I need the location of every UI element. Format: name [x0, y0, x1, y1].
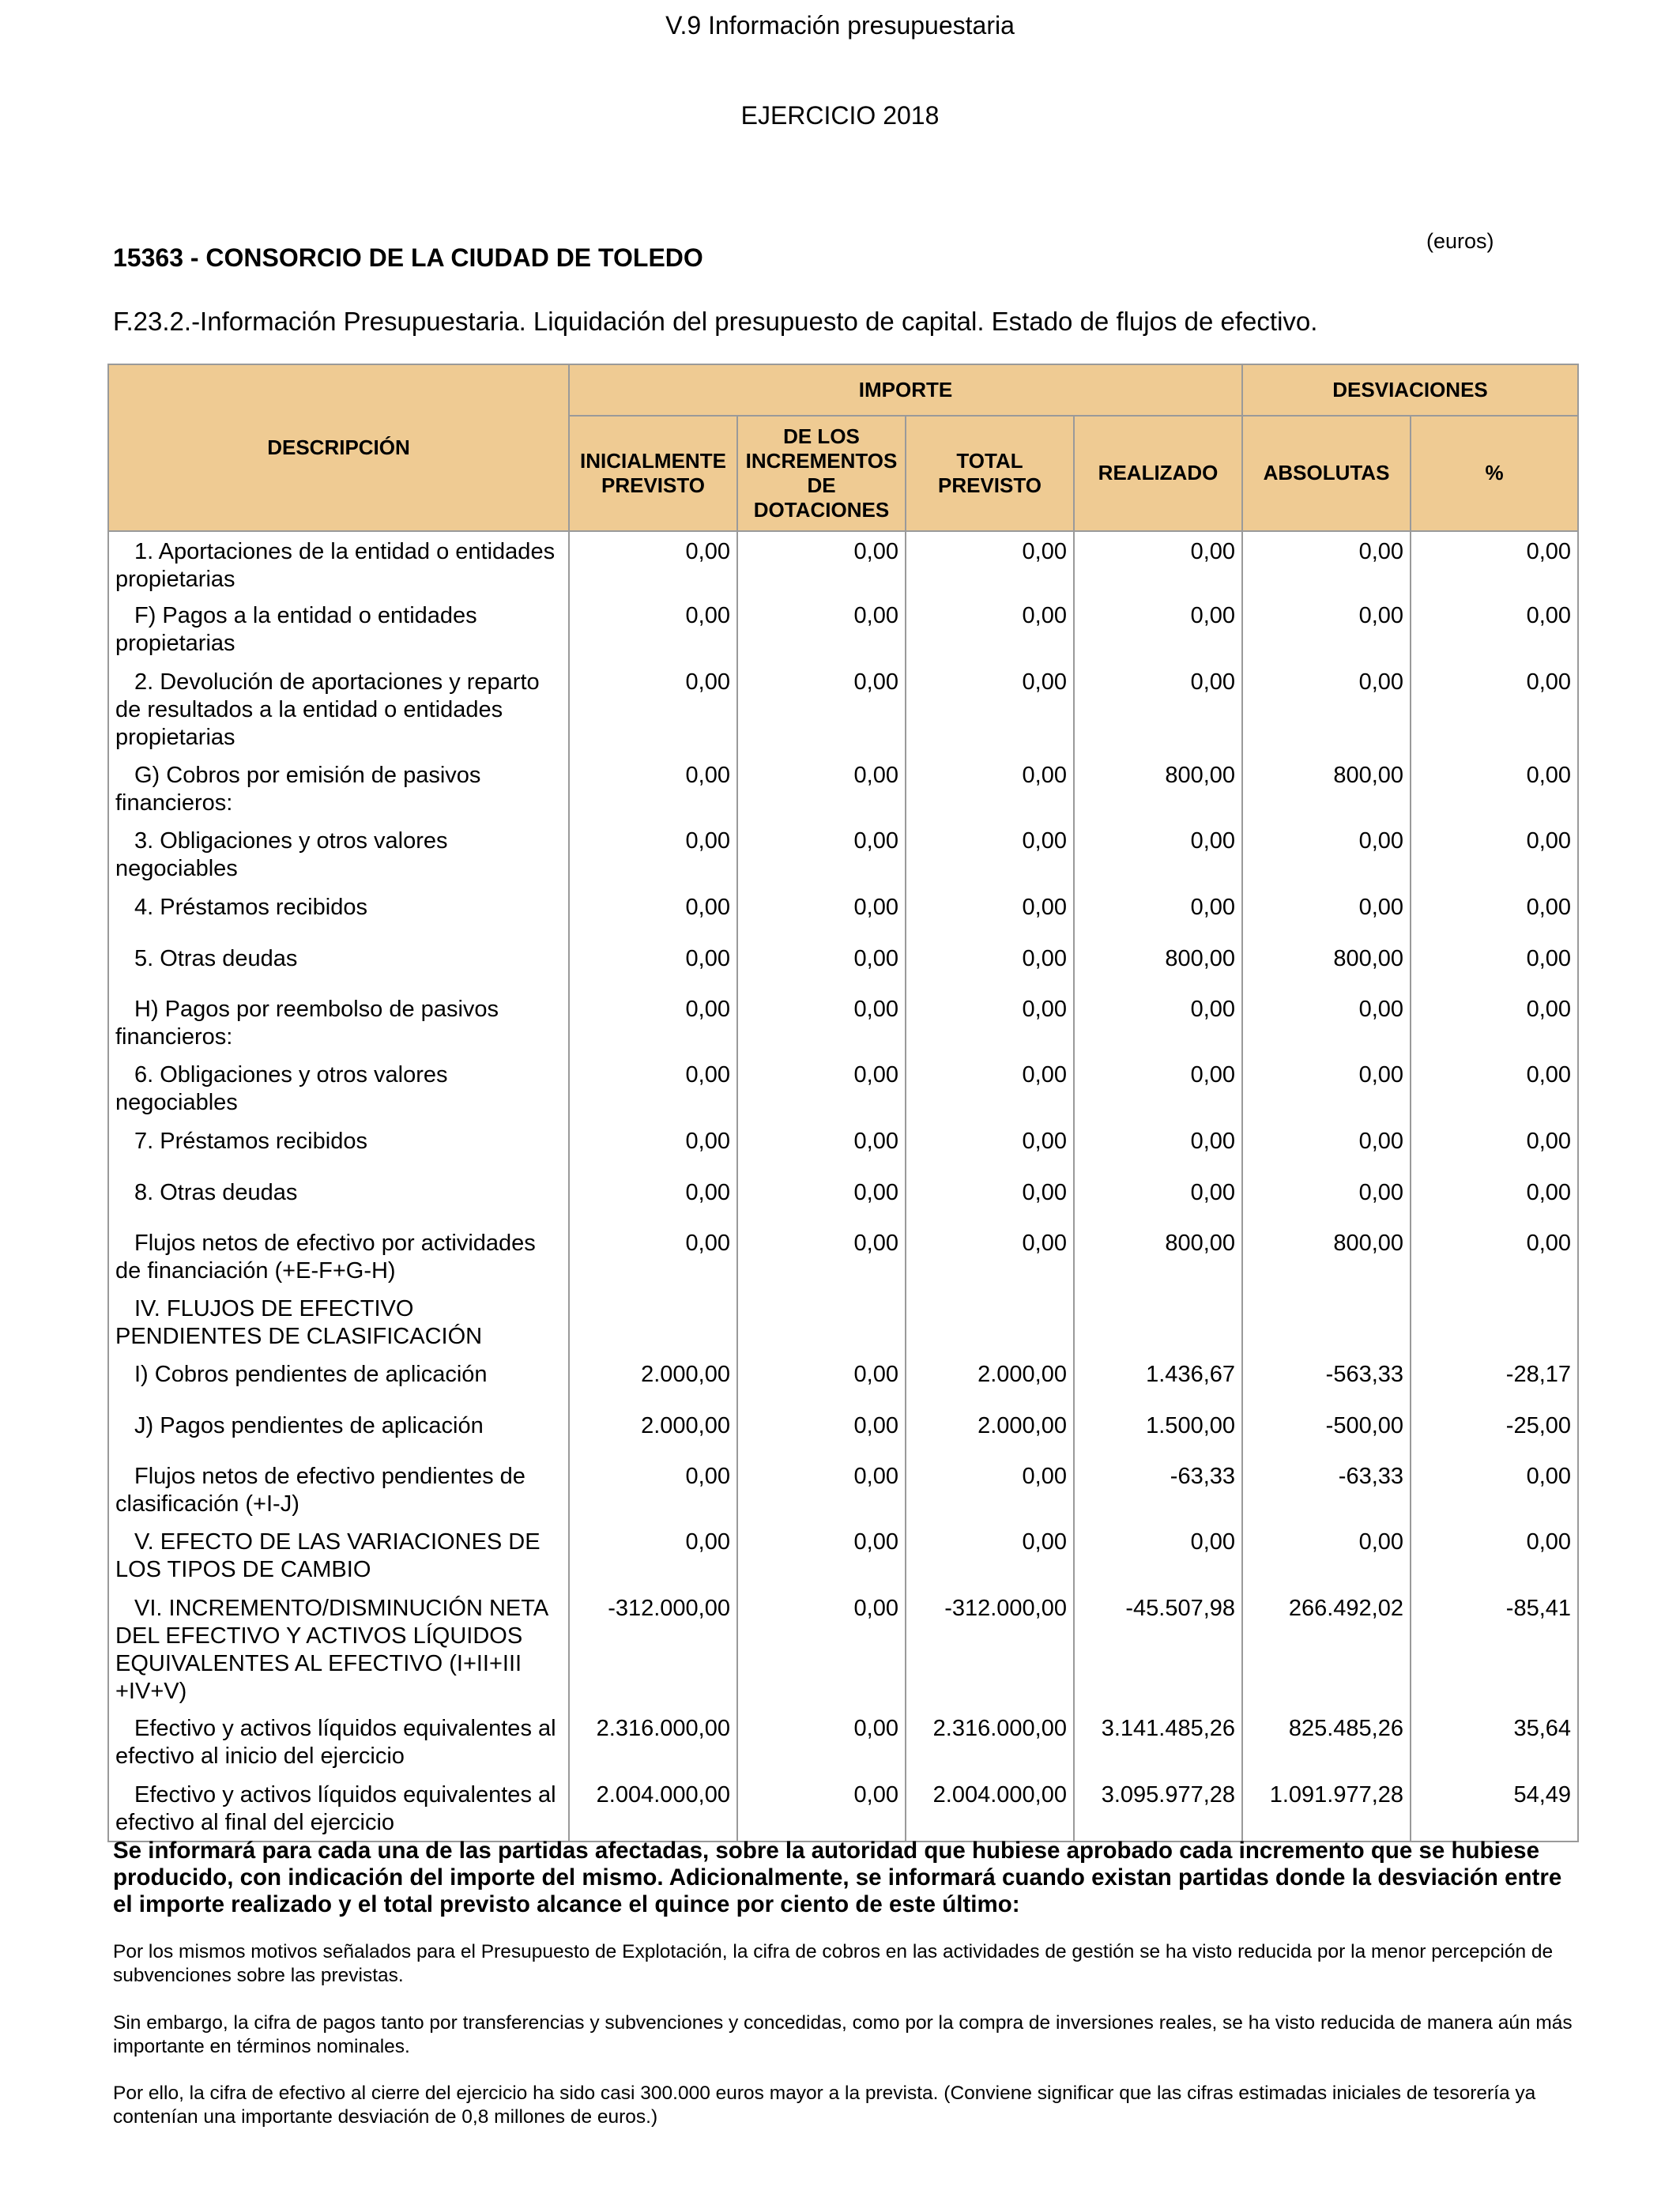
row-value: 0,00: [906, 1122, 1074, 1173]
row-value: [1411, 1289, 1578, 1355]
col-header-descripcion: DESCRIPCIÓN: [108, 364, 569, 531]
row-value: 0,00: [1242, 531, 1411, 596]
row-value: 0,00: [1074, 531, 1242, 596]
row-value: [906, 1289, 1074, 1355]
row-description-text: 7. Préstamos recibidos: [134, 1129, 367, 1154]
row-value: [1074, 1289, 1242, 1355]
row-description-text: Flujos netos de efectivo pendientes de clasificación (+I-J): [115, 1464, 525, 1517]
row-value: 0,00: [1411, 1522, 1578, 1589]
row-description-text: VI. INCREMENTO/DISMINUCIÓN NETA DEL EFECTIVO Y ACTIVOS LÍQUIDOS EQUIVALENTES AL EFECTIVO (I+II+III +IV+V): [115, 1596, 548, 1704]
row-description-text: 2. Devolución de aportaciones y reparto de resultados a la entidad o entidades propietarias: [115, 669, 540, 750]
row-value: 0,00: [1242, 990, 1411, 1055]
table-row: [108, 1289, 1578, 1355]
row-value: 0,00: [569, 1223, 737, 1289]
row-value: 2.000,00: [569, 1355, 737, 1406]
row-value: 0,00: [1242, 662, 1411, 756]
col-header-inicialmente-previsto: INICIALMENTE PREVISTO: [569, 416, 737, 531]
row-description: [108, 1223, 569, 1289]
row-description-text: 3. Obligaciones y otros valores negociables: [115, 828, 448, 881]
row-value: 0,00: [569, 1457, 737, 1522]
row-value: 0,00: [737, 821, 906, 888]
row-description-text: Flujos netos de efectivo por actividades de financiación (+E-F+G-H): [115, 1231, 536, 1284]
row-value: 0,00: [1242, 596, 1411, 662]
row-value: 0,00: [737, 1406, 906, 1457]
row-value: 0,00: [906, 662, 1074, 756]
row-value: -63,33: [1074, 1457, 1242, 1522]
row-description: [108, 1589, 569, 1709]
section-title: V.9 Información presupuestaria: [665, 11, 1015, 40]
row-value: 0,00: [569, 1522, 737, 1589]
row-value: 0,00: [906, 1457, 1074, 1522]
row-description: [108, 1289, 569, 1355]
row-value: 0,00: [737, 1775, 906, 1842]
row-description: [108, 531, 569, 596]
row-description-text: IV. FLUJOS DE EFECTIVO PENDIENTES DE CLASIFICACIÓN: [115, 1296, 483, 1349]
row-value: 0,00: [737, 531, 906, 596]
row-value: -85,41: [1411, 1589, 1578, 1709]
row-value: [569, 1289, 737, 1355]
row-description-text: J) Pagos pendientes de aplicación: [134, 1413, 484, 1438]
row-value: 0,00: [1074, 1122, 1242, 1173]
row-description: [108, 756, 569, 821]
col-header-incrementos: DE LOS INCREMENTOS DE DOTACIONES: [737, 416, 906, 531]
row-description: [108, 1522, 569, 1589]
row-value: 0,00: [737, 888, 906, 939]
row-value: 2.316.000,00: [569, 1709, 737, 1775]
row-description-text: 1. Aportaciones de la entidad o entidades propietarias: [115, 539, 556, 592]
row-value: 0,00: [1074, 888, 1242, 939]
row-description: [108, 1406, 569, 1457]
row-value: 800,00: [1074, 939, 1242, 990]
row-value: -312.000,00: [906, 1589, 1074, 1709]
row-value: 0,00: [569, 939, 737, 990]
row-value: 0,00: [737, 596, 906, 662]
row-value: 35,64: [1411, 1709, 1578, 1775]
paragraph-1: Por los mismos motivos señalados para el Presupuesto de Explotación, la cifra de cobros en las actividades de gestión se ha visto reducida por la menor percepción de subvenciones sobre las previstas.: [113, 1941, 1554, 1986]
cash-flow-table: [107, 364, 1579, 1842]
table-row: [108, 596, 1578, 662]
row-value: 0,00: [906, 1055, 1074, 1122]
row-description-text: Efectivo y activos líquidos equivalentes al efectivo al final del ejercicio: [115, 1782, 556, 1835]
row-value: 0,00: [1411, 531, 1578, 596]
row-value: 0,00: [569, 596, 737, 662]
group-header-desviaciones: DESVIACIONES: [1242, 364, 1578, 416]
row-description: [108, 1173, 569, 1223]
form-title: F.23.2.-Información Presupuestaria. Liquidación del presupuesto de capital. Estado de flujos de efectivo.: [113, 307, 1318, 336]
row-value: 0,00: [906, 756, 1074, 821]
row-value: 2.316.000,00: [906, 1709, 1074, 1775]
row-description-text: 5. Otras deudas: [134, 946, 298, 971]
row-value: -312.000,00: [569, 1589, 737, 1709]
row-value: 0,00: [737, 990, 906, 1055]
row-value: 0,00: [1411, 596, 1578, 662]
row-value: -28,17: [1411, 1355, 1578, 1406]
row-value: 800,00: [1242, 1223, 1411, 1289]
row-value: 0,00: [737, 1709, 906, 1775]
row-value: 0,00: [737, 1457, 906, 1522]
units-label: (euros): [1426, 229, 1494, 253]
row-description-text: 8. Otras deudas: [134, 1180, 298, 1205]
row-description-text: G) Cobros por emisión de pasivos financieros:: [115, 763, 481, 816]
paragraph-2: Sin embargo, la cifra de pagos tanto por transferencias y subvenciones y concedidas, como por la compra de inversiones reales, se ha visto reducida de manera aún más importante en términos nominales.: [113, 2012, 1573, 2057]
row-value: 2.004.000,00: [569, 1775, 737, 1842]
row-value: 0,00: [906, 1223, 1074, 1289]
row-value: 0,00: [1411, 990, 1578, 1055]
row-description: [108, 1122, 569, 1173]
row-description-text: 4. Préstamos recibidos: [134, 895, 367, 920]
table-row: [108, 1122, 1578, 1173]
row-value: 0,00: [906, 1522, 1074, 1589]
row-value: 0,00: [1411, 1055, 1578, 1122]
row-value: 0,00: [737, 1522, 906, 1589]
row-description: [108, 1457, 569, 1522]
row-value: -25,00: [1411, 1406, 1578, 1457]
row-value: 0,00: [569, 756, 737, 821]
row-description-text: V. EFECTO DE LAS VARIACIONES DE LOS TIPOS DE CAMBIO: [115, 1529, 541, 1582]
row-value: 0,00: [569, 990, 737, 1055]
row-value: 0,00: [1074, 821, 1242, 888]
row-value: 0,00: [569, 1173, 737, 1223]
row-value: 800,00: [1074, 756, 1242, 821]
row-value: 800,00: [1242, 939, 1411, 990]
row-description-text: F) Pagos a la entidad o entidades propietarias: [115, 603, 477, 656]
group-header-importe: IMPORTE: [569, 364, 1242, 416]
row-value: 0,00: [737, 1589, 906, 1709]
table-row: [108, 1709, 1578, 1775]
row-value: 0,00: [1074, 1173, 1242, 1223]
row-value: 0,00: [737, 1173, 906, 1223]
row-description-text: 6. Obligaciones y otros valores negociables: [115, 1062, 448, 1115]
row-value: -63,33: [1242, 1457, 1411, 1522]
row-description: [108, 888, 569, 939]
table-row: [108, 1522, 1578, 1589]
row-value: 0,00: [1074, 1522, 1242, 1589]
row-value: 0,00: [737, 1223, 906, 1289]
table-row: [108, 1355, 1578, 1406]
row-value: 0,00: [1242, 1173, 1411, 1223]
table-row: [108, 821, 1578, 888]
table-row: [108, 1775, 1578, 1842]
row-value: [737, 1289, 906, 1355]
row-value: 3.095.977,28: [1074, 1775, 1242, 1842]
row-value: 0,00: [569, 1122, 737, 1173]
table-row: [108, 1457, 1578, 1522]
row-value: 266.492,02: [1242, 1589, 1411, 1709]
table-row: [108, 990, 1578, 1055]
row-value: 1.436,67: [1074, 1355, 1242, 1406]
row-value: 0,00: [1411, 1457, 1578, 1522]
table-row: [108, 531, 1578, 596]
col-header-absolutas: ABSOLUTAS: [1242, 416, 1411, 531]
entity-title: 15363 - CONSORCIO DE LA CIUDAD DE TOLEDO: [113, 243, 703, 272]
row-value: 0,00: [569, 662, 737, 756]
table-row: [108, 939, 1578, 990]
row-value: 0,00: [1242, 1522, 1411, 1589]
row-value: 0,00: [1411, 821, 1578, 888]
row-value: 0,00: [1411, 662, 1578, 756]
row-value: 54,49: [1411, 1775, 1578, 1842]
row-value: 800,00: [1074, 1223, 1242, 1289]
row-value: 0,00: [1411, 1122, 1578, 1173]
row-value: 0,00: [906, 990, 1074, 1055]
row-description-text: I) Cobros pendientes de aplicación: [134, 1362, 488, 1387]
row-value: 0,00: [737, 1355, 906, 1406]
row-value: 2.000,00: [906, 1406, 1074, 1457]
row-value: 800,00: [1242, 756, 1411, 821]
row-value: 0,00: [1074, 1055, 1242, 1122]
row-description: [108, 990, 569, 1055]
row-value: 2.000,00: [906, 1355, 1074, 1406]
row-value: 0,00: [1411, 888, 1578, 939]
row-description: [108, 939, 569, 990]
instructions-note: Se informará para cada una de las partidas afectadas, sobre la autoridad que hubiese aprobado cada incremento que se hubiese producido, con indicación del importe del mismo. Adicionalmente, se informará cuando existan partidas donde la desviación entre el importe realizado y el total previsto alcance el quince por ciento de este último:: [113, 1838, 1562, 1917]
row-description: [108, 1055, 569, 1122]
row-description: [108, 821, 569, 888]
table-row: [108, 756, 1578, 821]
row-value: 0,00: [906, 596, 1074, 662]
table-body: [108, 531, 1578, 1842]
row-value: 2.004.000,00: [906, 1775, 1074, 1842]
row-value: 0,00: [737, 756, 906, 821]
table-row: [108, 662, 1578, 756]
table-row: [108, 888, 1578, 939]
table-row: [108, 1055, 1578, 1122]
table-row: [108, 1223, 1578, 1289]
row-description-text: Efectivo y activos líquidos equivalentes al efectivo al inicio del ejercicio: [115, 1716, 556, 1769]
row-value: 2.000,00: [569, 1406, 737, 1457]
row-value: 0,00: [1411, 939, 1578, 990]
row-description-text: H) Pagos por reembolso de pasivos financieros:: [115, 997, 499, 1050]
row-description: [108, 1355, 569, 1406]
row-value: 1.091.977,28: [1242, 1775, 1411, 1842]
row-value: 0,00: [906, 939, 1074, 990]
row-value: 0,00: [737, 939, 906, 990]
row-value: 0,00: [569, 1055, 737, 1122]
table-row: [108, 1173, 1578, 1223]
col-header-percent: %: [1411, 416, 1578, 531]
col-header-realizado: REALIZADO: [1074, 416, 1242, 531]
row-value: 0,00: [906, 531, 1074, 596]
row-value: 0,00: [906, 821, 1074, 888]
year-title: EJERCICIO 2018: [740, 101, 940, 130]
row-value: 0,00: [737, 1055, 906, 1122]
row-value: 0,00: [1411, 1223, 1578, 1289]
row-description: [108, 596, 569, 662]
row-value: 0,00: [737, 662, 906, 756]
paragraph-3: Por ello, la cifra de efectivo al cierre del ejercicio ha sido casi 300.000 euros mayor a la prevista. (Conviene significar que las cifras estimadas iniciales de tesorería ya contenían una importante desviación de 0,8 millones de euros.): [113, 2083, 1536, 2128]
table-row: [108, 1406, 1578, 1457]
row-value: 1.500,00: [1074, 1406, 1242, 1457]
row-value: 825.485,26: [1242, 1709, 1411, 1775]
row-value: 0,00: [569, 821, 737, 888]
row-value: 3.141.485,26: [1074, 1709, 1242, 1775]
row-value: 0,00: [1074, 596, 1242, 662]
row-description: [108, 1709, 569, 1775]
row-value: 0,00: [1242, 1055, 1411, 1122]
row-value: -500,00: [1242, 1406, 1411, 1457]
row-value: 0,00: [569, 531, 737, 596]
row-value: 0,00: [906, 1173, 1074, 1223]
row-value: -563,33: [1242, 1355, 1411, 1406]
row-value: 0,00: [1242, 888, 1411, 939]
table-row: [108, 1589, 1578, 1709]
row-value: 0,00: [1242, 1122, 1411, 1173]
row-value: [1242, 1289, 1411, 1355]
row-value: 0,00: [1242, 821, 1411, 888]
row-value: 0,00: [1074, 662, 1242, 756]
row-value: 0,00: [569, 888, 737, 939]
col-header-total-previsto: TOTAL PREVISTO: [906, 416, 1074, 531]
row-value: 0,00: [1074, 990, 1242, 1055]
row-value: 0,00: [906, 888, 1074, 939]
row-description: [108, 1775, 569, 1842]
row-value: 0,00: [1411, 1173, 1578, 1223]
row-value: 0,00: [1411, 756, 1578, 821]
row-value: 0,00: [737, 1122, 906, 1173]
row-description: [108, 662, 569, 756]
row-value: -45.507,98: [1074, 1589, 1242, 1709]
